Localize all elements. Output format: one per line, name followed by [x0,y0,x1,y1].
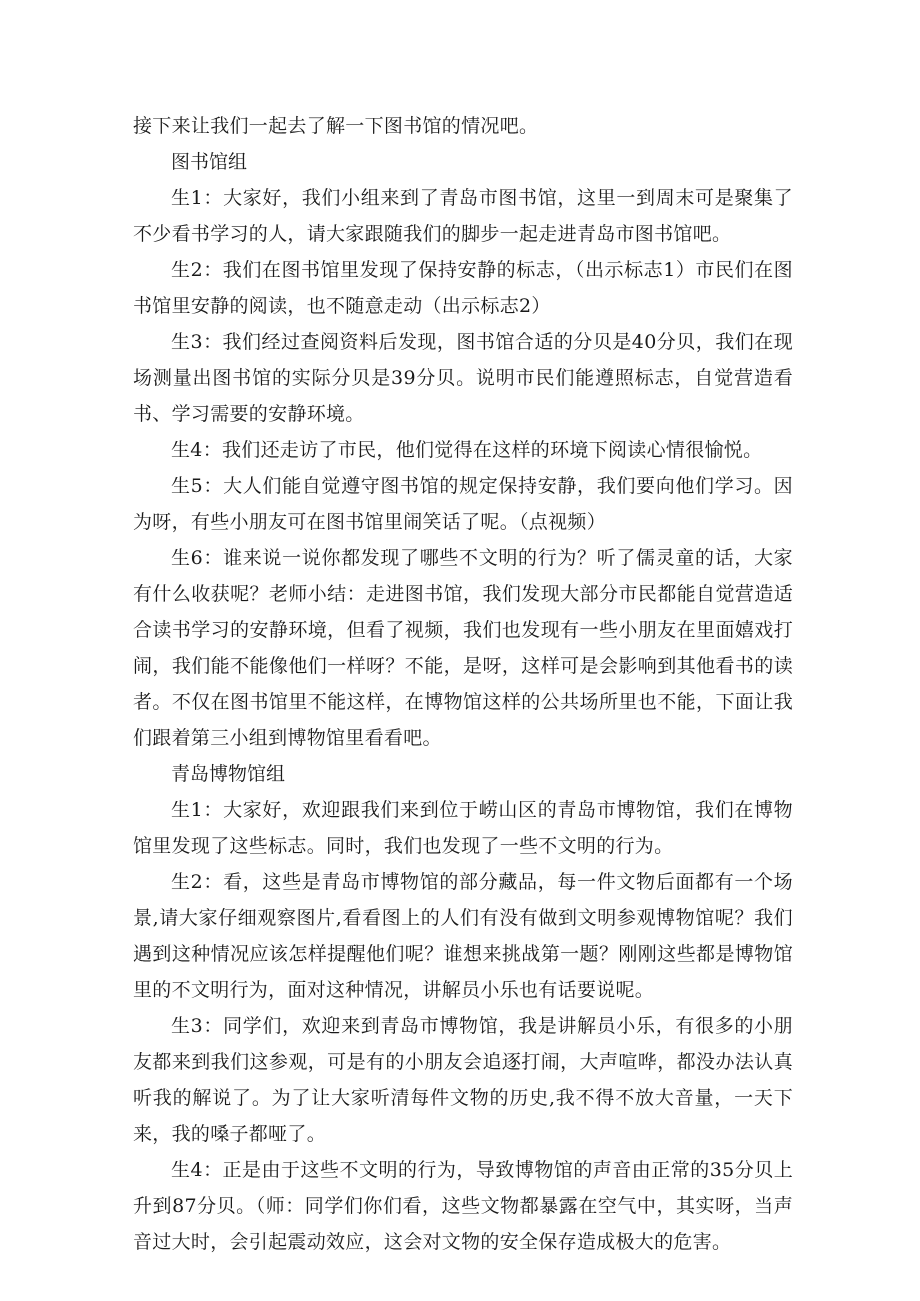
paragraph-library-student-6: 生6：谁来说一说你都发现了哪些不文明的行为？听了儒灵童的话，大家有什么收获呢？老师小结：走进图书馆，我们发现大部分市民都能自觉营造适合读书学习的安静环境，但看了视频，我们也发现有一些小朋友在里面嬉戏打闹，我们能不能像他们一样呀？不能，是呀，这样可是会影响到其他看书的读者。不仅在图书馆里不能这样，在博物馆这样的公共场所里也不能，下面让我们跟着第三小组到博物馆里看看吧。 [133,547,793,749]
paragraph-library-student-1: 生1：大家好，我们小组来到了青岛市图书馆，这里一到周末可是聚集了不少看书学习的人，请大家跟随我们的脚步一起走进青岛市图书馆吧。 [133,187,793,245]
paragraph-intro: 接下来让我们一起去了解一下图书馆的情况吧。 [133,115,539,137]
paragraph-museum-student-3: 生3：同学们，欢迎来到青岛市博物馆，我是讲解员小乐，有很多的小朋友都来到我们这参观，可是有的小朋友会追逐打闹，大声喧哗，都没办法认真听我的解说了。为了让大家听清每件文物的历史,我不得不放大音量，一天下来，我的嗓子都哑了。 [133,1015,793,1145]
paragraph-library-student-5: 生5：大人们能自觉遵守图书馆的规定保持安静，我们要向他们学习。因为呀，有些小朋友可在图书馆里闹笑话了呢。（点视频） [133,475,793,533]
document-page [133,108,793,1260]
paragraph-library-student-2: 生2：我们在图书馆里发现了保持安静的标志，（出示标志1）市民们在图书馆里安静的阅读，也不随意走动（出示标志2） [133,259,793,317]
paragraph-museum-student-4: 生4：正是由于这些不文明的行为，导致博物馆的声音由正常的35分贝上升到87分贝。（师：同学们你们看，这些文物都暴露在空气中，其实呀，当声音过大时，会引起震动效应，这会对文物的安全保存造成极大的危害。 [133,1159,793,1253]
paragraph-museum-student-1: 生1：大家好，欢迎跟我们来到位于崂山区的青岛市博物馆，我们在博物馆里发现了这些标志。同时，我们也发现了一些不文明的行为。 [133,799,793,857]
paragraph-library-student-4: 生4：我们还走访了市民，他们觉得在这样的环境下阅读心情很愉悦。 [171,439,763,461]
paragraph-library-student-3: 生3：我们经过查阅资料后发现，图书馆合适的分贝是40分贝，我们在现场测量出图书馆的实际分贝是39分贝。说明市民们能遵照标志，自觉营造看书、学习需要的安静环境。 [133,331,793,425]
section-heading-museum: 青岛博物馆组 [171,763,286,785]
section-heading-library: 图书馆组 [171,151,248,173]
paragraph-museum-student-2: 生2：看，这些是青岛市博物馆的部分藏品，每一件文物后面都有一个场景,请大家仔细观察图片,看看图上的人们有没有做到文明参观博物馆呢？我们遇到这种情况应该怎样提醒他们呢？谁想来挑战第一题？刚刚这些都是博物馆里的不文明行为，面对这种情况，讲解员小乐也有话要说呢。 [133,871,793,1001]
